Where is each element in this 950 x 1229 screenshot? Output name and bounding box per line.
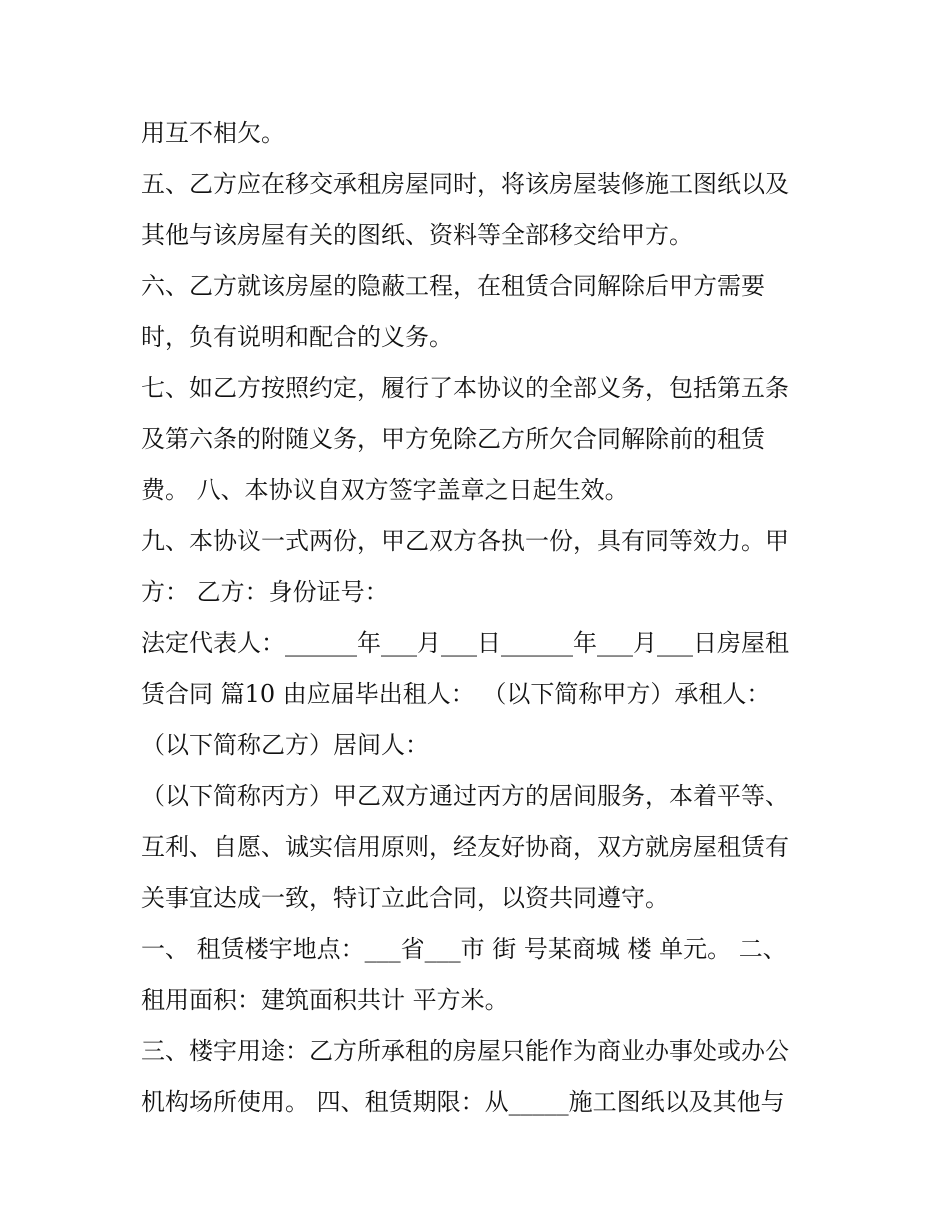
text-line-20: 机构场所使用。 四、租赁期限：从_____施工图纸以及其他与 [141, 1088, 785, 1116]
text-line-12: 赁合同 篇10 由应届毕出租人： （以下简称甲方）承租人： [141, 680, 771, 708]
text-line-10: 方： 乙方：身份证号： [141, 578, 389, 606]
text-line-11: 法定代表人：______年___月___日______年___月___日房屋租 [141, 629, 789, 657]
text-line-9: 九、本协议一式两份，甲乙双方各执一份，具有同等效力。甲 [141, 527, 789, 555]
text-line-16: 关事宜达成一致，特订立此合同，以资共同遵守。 [141, 884, 669, 912]
text-line-8: 费。 八、本协议自双方签字盖章之日起生效。 [141, 476, 629, 504]
text-line-13: （以下简称乙方）居间人： [141, 731, 429, 759]
text-line-2: 五、乙方应在移交承租房屋同时，将该房屋装修施工图纸以及 [141, 170, 789, 198]
text-line-17: 一、 租赁楼宇地点：___省___市 街 号某商城 楼 单元。 二、 [141, 935, 787, 963]
text-line-4: 六、乙方就该房屋的隐蔽工程，在租赁合同解除后甲方需要 [141, 272, 765, 300]
text-line-6: 七、如乙方按照约定，履行了本协议的全部义务，包括第五条 [141, 374, 789, 402]
text-line-1: 用互不相欠。 [141, 119, 285, 147]
text-line-7: 及第六条的附随义务，甲方免除乙方所欠合同解除前的租赁 [141, 425, 765, 453]
text-line-19: 三、楼宇用途：乙方所承租的房屋只能作为商业办事处或办公 [141, 1037, 789, 1065]
text-line-3: 其他与该房屋有关的图纸、资料等全部移交给甲方。 [141, 221, 693, 249]
text-line-14: （以下简称丙方）甲乙双方通过丙方的居间服务，本着平等、 [141, 782, 789, 810]
text-line-15: 互利、自愿、诚实信用原则，经友好协商，双方就房屋租赁有 [141, 833, 789, 861]
text-line-5: 时，负有说明和配合的义务。 [141, 323, 453, 351]
text-line-18: 租用面积：建筑面积共计 平方米。 [141, 986, 509, 1014]
contract-body-text [141, 108, 821, 1128]
